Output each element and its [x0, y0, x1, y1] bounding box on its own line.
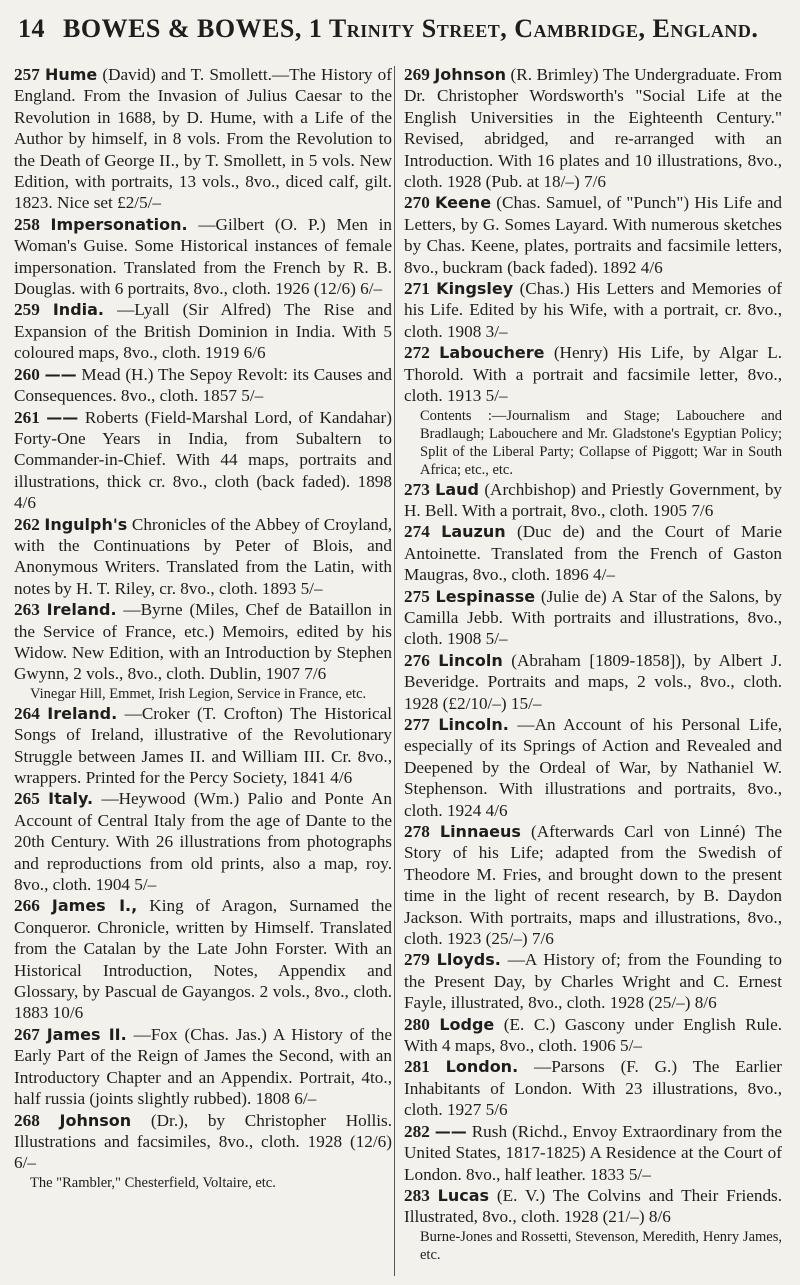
entry-number: 271 — [404, 279, 430, 299]
entry-note: Contents :—Journalism and Stage; Labouchere and Bradlaugh; Labouchere and Mr. Gladstone's Egyptian Policy; Split of the Liberal Party; Collapse of Piggott; War in South Africa; etc., etc. — [420, 407, 782, 478]
entry-description: —An Account of his Personal Life, especially of its Springs of Action and Revealed and Deepened by the Ordeal of War, by Nathaniel W. Stephenson. With illustrations and portraits, 8vo., cloth. 1924 4/6 — [404, 714, 783, 820]
entry-number: 276 — [404, 650, 430, 670]
catalogue-entry — [14, 407, 392, 514]
entry-heading: Lincoln. — [438, 714, 509, 734]
entry-heading: Ireland. — [46, 600, 117, 620]
entry-heading: —— — [44, 364, 77, 384]
entry-number: 280 — [404, 1014, 430, 1034]
entry-description: (Duc de) and the Court of Marie Antoinette. Translated from the French of Gaston Maugras, 8vo., cloth. 1896 4/– — [404, 522, 783, 585]
entry-description: (R. Brimley) The Undergraduate. From Dr. Christopher Wordsworth's "Social Life at the English Universities in the Eighteenth Century." Revised, abridged, and re-arranged with an Introduction. With 16 plates and 10 illustrations, 8vo., cloth. 1928 (Pub. at 18/–) 7/6 — [404, 65, 782, 192]
entry-description: (Chas.) His Letters and Memories of his Life. Edited by his Wife, with a portrait, cr. 8vo., cloth. 1908 3/– — [404, 279, 783, 341]
entry-description: (Henry) His Life, by Algar L. Thorold. With a portrait and facsimile letter, 8vo., cloth. 1913 5/– — [404, 343, 783, 406]
catalogue-entry — [14, 214, 392, 300]
entry-description: —Fox (Chas. Jas.) A History of the Early Part of the Reign of James the Second, with an Introductory Chapter and an Appendix. Portrait, 4to., half russia (joints slightly rubbed). 1808 6/– — [14, 1024, 393, 1109]
catalogue-entry — [404, 714, 782, 821]
entry-description: Roberts (Field-Marshal Lord, of Kandahar) Forty-One Years in India, from Subaltern to Commander-in-Chief. With 44 maps, portraits and illustrations, thick cr. 8vo., cloth (back faded). 1898 4/6 — [14, 407, 392, 513]
entry-number: 258 — [14, 214, 40, 234]
entry-number: 272 — [404, 343, 430, 363]
entry-note: Burne-Jones and Rossetti, Stevenson, Meredith, Henry James, etc. — [420, 1228, 782, 1263]
catalogue-entry — [14, 788, 392, 895]
entry-number: 269 — [404, 65, 430, 84]
entry-heading: Ireland. — [47, 703, 118, 723]
catalogue-entry — [14, 1110, 392, 1192]
entry-number: 257 — [14, 65, 40, 84]
entry-number: 277 — [404, 714, 430, 734]
catalogue-entry — [404, 521, 782, 585]
entry-description: —A History of; from the Founding to the Present Day, by Charles Wright and C. Ernest Fayle, illustrated, 8vo., cloth. 1928 (25/–) 8/6 — [404, 950, 783, 1013]
right-column — [404, 64, 782, 1264]
catalogue-entry — [404, 342, 782, 478]
entry-heading: Ingulph's — [44, 514, 128, 534]
catalogue-entry — [14, 364, 392, 407]
entry-description: (David) and T. Smollett.—The History of England. From the Invasion of Julius Caesar to the Revolution in 1688, by D. Hume, with a Life of the Author by himself, in 8 vols. From the Revolution to the Death of George II., by T. Smollett, in 5 vols. New Edition, with portraits, 13 vols., 8vo., diced calf, gilt. 1823. Nice set £2/5/– — [14, 65, 392, 213]
entry-heading: Keene — [434, 193, 492, 213]
entry-heading: Laud — [435, 479, 479, 499]
entry-description: (E. V.) The Colvins and Their Friends. Illustrated, 8vo., cloth. 1928 (21/–) 8/6 — [404, 1185, 783, 1227]
catalogue-entry — [14, 1024, 392, 1110]
catalogue-entry — [404, 1014, 782, 1057]
entry-number: 268 — [14, 1110, 40, 1130]
entry-number: 270 — [404, 193, 430, 213]
entry-description: (Afterwards Carl von Linné) The Story of his Life; adapted from the Swedish of Theodore M. Fries, and brought down to the present time in the light of recent research, by B. Daydon Jackson. With portraits, maps and illustrations, 8vo., cloth. 1923 (25/–) 7/6 — [404, 822, 782, 949]
entry-number: 263 — [14, 600, 40, 620]
entry-heading: —— — [434, 1121, 467, 1141]
entry-number: 260 — [14, 364, 40, 384]
page-number: 14 — [18, 14, 45, 43]
entry-number: 267 — [14, 1024, 40, 1044]
catalogue-entry — [404, 821, 782, 949]
catalogue-entry — [14, 299, 392, 363]
catalogue-entry — [14, 895, 392, 1023]
catalogue-entry — [404, 586, 782, 650]
catalogue-entry — [14, 514, 392, 600]
entry-description: King of Aragon, Surnamed the Conqueror. Chronicle, written by Himself. Translated from the Catalan by the Late John Forster. With an Historical Introduction, Notes, Appendix and Glossary, by Pascual de Gayangos. 2 vols., 8vo., cloth. 1883 10/6 — [14, 896, 392, 1023]
entry-note: The "Rambler," Chesterfield, Voltaire, etc. — [30, 1174, 276, 1191]
catalogue-entry — [404, 949, 782, 1013]
entry-heading: Johnson — [434, 65, 506, 84]
entry-heading: Lloyds. — [436, 950, 501, 970]
entry-description: —Byrne (Miles, Chef de Bataillon in the Service of France, etc.) Memoirs, edited by his Widow. New Edition, with an Introduction by Stephen Gwynn, 2 vols., 8vo., cloth. Dublin, 1907 7/6 — [14, 600, 393, 684]
left-column — [14, 64, 392, 1192]
entry-number: 274 — [404, 522, 430, 542]
catalogue-entry — [404, 650, 782, 714]
entry-heading: London. — [445, 1057, 519, 1077]
entry-description: —Parsons (F. G.) The Earlier Inhabitants of London. With 23 illustrations, 8vo., cloth. 1927 5/6 — [404, 1057, 782, 1120]
entry-heading: Lucas — [437, 1185, 490, 1205]
entry-heading: Lespinasse — [435, 586, 536, 606]
catalogue-entry — [404, 1121, 782, 1185]
entry-description: (Julie de) A Star of the Salons, by Camilla Jebb. With portraits and illustrations, 8vo., cloth. 1908 5/– — [404, 586, 783, 649]
entry-number: 282 — [404, 1121, 430, 1141]
entry-heading: Labouchere — [439, 343, 545, 363]
catalogue-entry — [404, 192, 782, 278]
entry-description: Mead (H.) The Sepoy Revolt: its Causes and Consequences. 8vo., cloth. 1857 5/– — [14, 364, 393, 406]
entry-heading: Italy. — [48, 789, 94, 809]
catalogue-entry — [14, 599, 392, 703]
entry-description: (Chas. Samuel, of "Punch") His Life and Letters, by G. Somes Layard. With numerous sketches by Chas. Keene, plates, portraits and facsimile letters, 8vo., buckram (back faded). 1892 4/6 — [404, 193, 783, 277]
entry-description: Chronicles of the Abbey of Croyland, with the Continuations by Peter of Blois, and Anonymous Writers. Translated from the Latin, with notes by H. T. Riley, cr. 8vo., cloth. 1893 5/– — [14, 514, 392, 598]
catalogue-entry — [14, 703, 392, 789]
entry-number: 283 — [404, 1185, 430, 1205]
entry-description: —Gilbert (O. P.) Men in Woman's Guise. Some Historical instances of female impersonation. Translated from the French by R. B. Douglas. with 6 portraits, 8vo., cloth. 1926 (12/6) 6/– — [14, 214, 393, 299]
catalogue-entry — [404, 1056, 782, 1120]
entry-number: 265 — [14, 789, 40, 809]
entry-heading: James II. — [46, 1024, 127, 1044]
entry-description: (Abraham [1809-1858]), by Albert J. Beveridge. Portraits and maps, 2 vols., 8vo., cloth. 1928 (£2/10/–) 15/– — [404, 650, 783, 713]
entry-number: 264 — [14, 703, 40, 723]
entry-description: —Lyall (Sir Alfred) The Rise and Expansion of the British Dominion in India. With 5 coloured maps, 8vo., cloth. 1919 6/6 — [14, 300, 393, 363]
entry-number: 266 — [14, 896, 40, 916]
entry-number: 275 — [404, 586, 430, 606]
entry-heading: Lodge — [439, 1014, 495, 1034]
page-header — [18, 14, 786, 44]
catalogue-entry — [14, 64, 392, 214]
entry-description: —Croker (T. Crofton) The Historical Songs of Ireland, illustrative of the Revolutionary Struggle between James II. and William III. Cr. 8vo., wrappers. Printed for the Percy Society, 1841 4/6 — [14, 703, 393, 787]
entry-number: 261 — [14, 407, 40, 427]
entry-number: 259 — [14, 300, 40, 320]
entry-heading: Lauzun — [441, 522, 506, 542]
entry-number: 279 — [404, 950, 430, 970]
entry-heading: —— — [46, 407, 79, 427]
entry-heading: Impersonation. — [50, 214, 188, 234]
entry-description: Rush (Richd., Envoy Extraordinary from the United States, 1817-1825) A Residence at the Court of London. 8vo., half leather. 1833 5/– — [404, 1121, 782, 1184]
entry-number: 262 — [14, 514, 40, 534]
entry-note: Vinegar Hill, Emmet, Irish Legion, Service in France, etc. — [30, 685, 367, 702]
column-divider — [394, 66, 395, 1276]
entry-description: (Dr.), by Christopher Hollis. Illustrations and facsimiles, 8vo., cloth. 1928 (12/6) 6/– — [14, 1110, 393, 1173]
catalogue-entry — [404, 1185, 782, 1264]
entry-number: 281 — [404, 1057, 430, 1077]
entry-heading: Hume — [44, 65, 98, 84]
catalogue-entry — [404, 64, 782, 192]
entry-heading: Lincoln — [438, 650, 503, 670]
catalogue-entry — [404, 479, 782, 522]
catalogue-entry — [404, 278, 782, 342]
entry-heading: Johnson — [59, 1110, 132, 1130]
entry-description: (Archbishop) and Priestly Government, by H. Bell. With a portrait, 8vo., cloth. 1905 7/6 — [404, 479, 783, 520]
entry-heading: James I., — [51, 896, 138, 916]
entry-description: —Heywood (Wm.) Palio and Ponte An Account of Central Italy from the age of Dante to the 20th Century. With 26 illustrations from photographs and reproductions from old prints, also a map, roy. 8vo., cloth. 1904 5/– — [14, 789, 393, 895]
entry-number: 273 — [404, 479, 430, 499]
entry-heading: Linnaeus — [439, 822, 521, 841]
page-title: BOWES & BOWES, 1 Trinity Street, Cambridge, England. — [63, 14, 759, 43]
entry-number: 278 — [404, 822, 430, 841]
entry-description: (E. C.) Gascony under English Rule. With 4 maps, 8vo., cloth. 1906 5/– — [404, 1014, 782, 1056]
entry-heading: Kingsley — [436, 279, 514, 299]
entry-heading: India. — [52, 300, 104, 320]
